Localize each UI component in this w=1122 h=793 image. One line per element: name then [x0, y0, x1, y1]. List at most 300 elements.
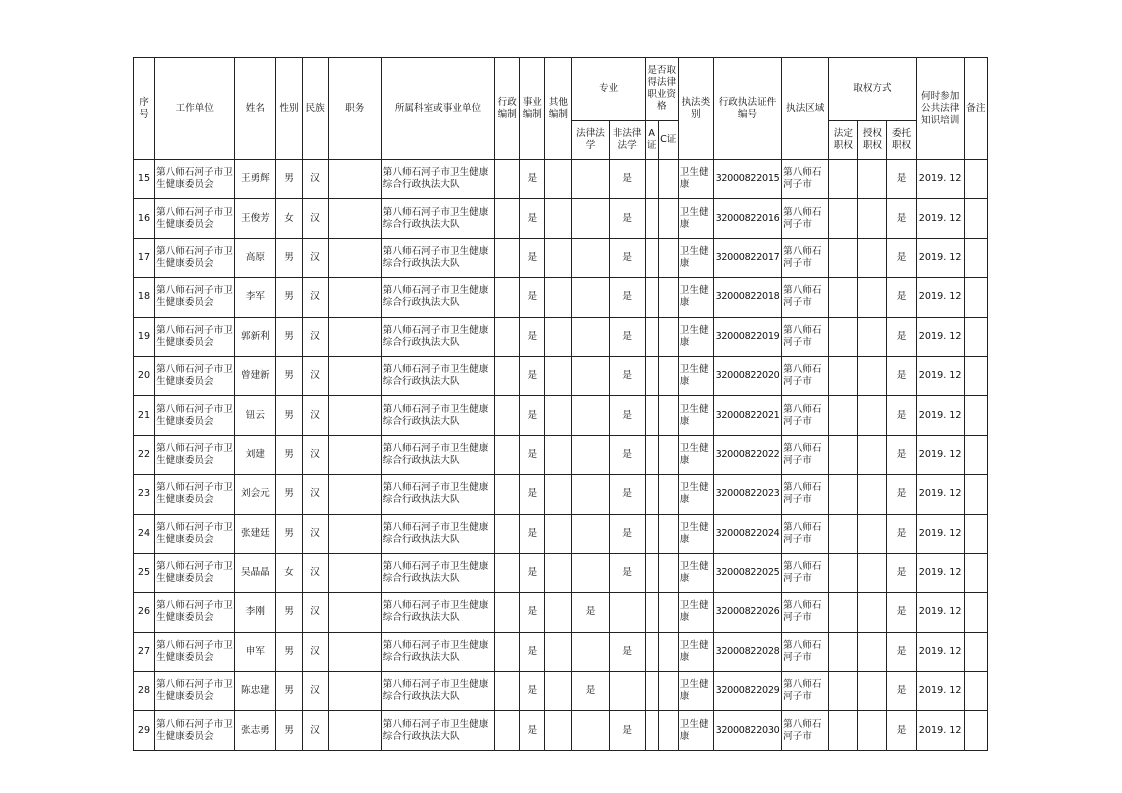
cell-name: 曾建新 — [235, 356, 276, 395]
table-row — [134, 435, 988, 474]
cell-auth-statutory — [829, 475, 858, 514]
cell-cert-a — [645, 160, 658, 199]
cell-cert-c — [658, 475, 678, 514]
cell-unit: 第八师石河子市卫生健康委员会 — [155, 475, 235, 514]
cell-unit: 第八师石河子市卫生健康委员会 — [155, 632, 235, 671]
table-row — [134, 672, 988, 711]
cell-admin — [495, 593, 520, 632]
cell-gender: 男 — [276, 278, 302, 317]
cell-auth-entrusted: 是 — [887, 672, 916, 711]
cell-training: 2019. 12 — [916, 199, 964, 238]
cell-auth-statutory — [829, 160, 858, 199]
cell-major-nonlaw: 是 — [609, 632, 645, 671]
cell-cert-no: 32000822022 — [713, 435, 781, 474]
cell-major-nonlaw: 是 — [609, 317, 645, 356]
cell-ethnicity: 汉 — [302, 396, 328, 435]
cell-training: 2019. 12 — [916, 278, 964, 317]
cell-cert-no: 32000822028 — [713, 632, 781, 671]
cell-major-law — [572, 199, 609, 238]
cell-cert-a — [645, 475, 658, 514]
cell-enforce-type: 卫生健康 — [678, 593, 713, 632]
cell-career: 是 — [520, 238, 545, 277]
header-admin: 行政编制 — [495, 58, 520, 160]
header-auth: 取权方式 — [829, 58, 916, 121]
cell-auth-granted — [858, 553, 887, 592]
cell-remarks — [964, 396, 987, 435]
header-auth-statutory: 法定职权 — [829, 121, 858, 160]
cell-ethnicity: 汉 — [302, 475, 328, 514]
cell-cert-no: 32000822019 — [713, 317, 781, 356]
cell-gender: 女 — [276, 553, 302, 592]
cell-major-law — [572, 435, 609, 474]
cell-area: 第八师石河子市 — [782, 632, 829, 671]
cell-training: 2019. 12 — [916, 238, 964, 277]
cell-admin — [495, 435, 520, 474]
header-cert: 是否取得法律职业资格 — [645, 58, 678, 121]
cell-cert-a — [645, 711, 658, 750]
cell-ethnicity: 汉 — [302, 317, 328, 356]
cell-cert-no: 32000822017 — [713, 238, 781, 277]
cell-area: 第八师石河子市 — [782, 396, 829, 435]
cell-other — [545, 238, 572, 277]
cell-remarks — [964, 278, 987, 317]
header-position: 职务 — [328, 58, 381, 160]
table-row — [134, 711, 988, 750]
cell-major-nonlaw: 是 — [609, 475, 645, 514]
cell-auth-statutory — [829, 199, 858, 238]
cell-other — [545, 672, 572, 711]
table-body — [134, 160, 988, 751]
cell-ethnicity: 汉 — [302, 435, 328, 474]
cell-career: 是 — [520, 356, 545, 395]
cell-career: 是 — [520, 672, 545, 711]
cell-auth-statutory — [829, 593, 858, 632]
cell-cert-c — [658, 238, 678, 277]
cell-auth-entrusted: 是 — [887, 553, 916, 592]
cell-name: 张志勇 — [235, 711, 276, 750]
cell-career: 是 — [520, 199, 545, 238]
cell-major-nonlaw — [609, 593, 645, 632]
cell-career: 是 — [520, 396, 545, 435]
cell-enforce-type: 卫生健康 — [678, 711, 713, 750]
cell-unit: 第八师石河子市卫生健康委员会 — [155, 435, 235, 474]
cell-auth-granted — [858, 317, 887, 356]
cell-training: 2019. 12 — [916, 160, 964, 199]
cell-major-nonlaw: 是 — [609, 199, 645, 238]
cell-auth-statutory — [829, 317, 858, 356]
cell-training: 2019. 12 — [916, 711, 964, 750]
cell-auth-statutory — [829, 396, 858, 435]
cell-enforce-type: 卫生健康 — [678, 199, 713, 238]
cell-seq: 15 — [134, 160, 155, 199]
cell-major-law — [572, 396, 609, 435]
cell-cert-no: 32000822021 — [713, 396, 781, 435]
cell-gender: 女 — [276, 199, 302, 238]
cell-area: 第八师石河子市 — [782, 553, 829, 592]
cell-other — [545, 593, 572, 632]
cell-name: 李刚 — [235, 593, 276, 632]
cell-ethnicity: 汉 — [302, 199, 328, 238]
cell-dept: 第八师石河子市卫生健康综合行政执法大队 — [381, 711, 494, 750]
cell-other — [545, 435, 572, 474]
table-row — [134, 593, 988, 632]
cell-dept: 第八师石河子市卫生健康综合行政执法大队 — [381, 278, 494, 317]
cell-admin — [495, 199, 520, 238]
cell-ethnicity: 汉 — [302, 238, 328, 277]
cell-position — [328, 238, 381, 277]
cell-enforce-type: 卫生健康 — [678, 160, 713, 199]
cell-area: 第八师石河子市 — [782, 278, 829, 317]
cell-cert-no: 32000822020 — [713, 356, 781, 395]
header-remarks: 备注 — [964, 58, 987, 160]
cell-career: 是 — [520, 278, 545, 317]
cell-career: 是 — [520, 317, 545, 356]
cell-position — [328, 553, 381, 592]
cell-ethnicity: 汉 — [302, 593, 328, 632]
cell-area: 第八师石河子市 — [782, 593, 829, 632]
cell-cert-c — [658, 435, 678, 474]
cell-dept: 第八师石河子市卫生健康综合行政执法大队 — [381, 435, 494, 474]
cell-name: 张建廷 — [235, 514, 276, 553]
cell-cert-no: 32000822018 — [713, 278, 781, 317]
cell-major-law — [572, 553, 609, 592]
cell-admin — [495, 672, 520, 711]
cell-enforce-type: 卫生健康 — [678, 356, 713, 395]
cell-cert-a — [645, 632, 658, 671]
cell-position — [328, 199, 381, 238]
cell-major-law — [572, 475, 609, 514]
cell-cert-a — [645, 672, 658, 711]
cell-major-nonlaw: 是 — [609, 396, 645, 435]
cell-gender: 男 — [276, 238, 302, 277]
cell-unit: 第八师石河子市卫生健康委员会 — [155, 553, 235, 592]
table-row — [134, 160, 988, 199]
cell-other — [545, 160, 572, 199]
cell-unit: 第八师石河子市卫生健康委员会 — [155, 396, 235, 435]
cell-remarks — [964, 238, 987, 277]
cell-other — [545, 356, 572, 395]
cell-major-law — [572, 317, 609, 356]
cell-seq: 19 — [134, 317, 155, 356]
cell-other — [545, 396, 572, 435]
cell-cert-a — [645, 435, 658, 474]
cell-remarks — [964, 672, 987, 711]
cell-admin — [495, 238, 520, 277]
header-major: 专业 — [572, 58, 645, 121]
cell-seq: 21 — [134, 396, 155, 435]
cell-area: 第八师石河子市 — [782, 711, 829, 750]
cell-position — [328, 593, 381, 632]
cell-cert-a — [645, 356, 658, 395]
cell-cert-no: 32000822023 — [713, 475, 781, 514]
table-row — [134, 396, 988, 435]
cell-cert-a — [645, 238, 658, 277]
cell-enforce-type: 卫生健康 — [678, 278, 713, 317]
table-row — [134, 238, 988, 277]
table-row — [134, 356, 988, 395]
header-auth-granted: 授权职权 — [858, 121, 887, 160]
cell-enforce-type: 卫生健康 — [678, 672, 713, 711]
cell-auth-entrusted: 是 — [887, 199, 916, 238]
cell-auth-statutory — [829, 238, 858, 277]
cell-gender: 男 — [276, 356, 302, 395]
cell-name: 郭新利 — [235, 317, 276, 356]
cell-enforce-type: 卫生健康 — [678, 396, 713, 435]
cell-gender: 男 — [276, 317, 302, 356]
header-cert-no: 行政执法证件编号 — [713, 58, 781, 160]
cell-auth-statutory — [829, 711, 858, 750]
cell-training: 2019. 12 — [916, 396, 964, 435]
cell-auth-statutory — [829, 632, 858, 671]
cell-dept: 第八师石河子市卫生健康综合行政执法大队 — [381, 317, 494, 356]
cell-dept: 第八师石河子市卫生健康综合行政执法大队 — [381, 396, 494, 435]
cell-training: 2019. 12 — [916, 632, 964, 671]
cell-position — [328, 475, 381, 514]
cell-dept: 第八师石河子市卫生健康综合行政执法大队 — [381, 238, 494, 277]
header-major-nonlaw: 非法律法学 — [609, 121, 645, 160]
cell-dept: 第八师石河子市卫生健康综合行政执法大队 — [381, 553, 494, 592]
cell-seq: 16 — [134, 199, 155, 238]
cell-area: 第八师石河子市 — [782, 514, 829, 553]
cell-ethnicity: 汉 — [302, 672, 328, 711]
cell-auth-entrusted: 是 — [887, 396, 916, 435]
cell-training: 2019. 12 — [916, 593, 964, 632]
cell-admin — [495, 711, 520, 750]
cell-area: 第八师石河子市 — [782, 238, 829, 277]
cell-major-nonlaw: 是 — [609, 553, 645, 592]
cell-unit: 第八师石河子市卫生健康委员会 — [155, 238, 235, 277]
cell-other — [545, 514, 572, 553]
cell-cert-c — [658, 396, 678, 435]
cell-name: 刘会元 — [235, 475, 276, 514]
cell-major-law: 是 — [572, 593, 609, 632]
cell-cert-no: 32000822015 — [713, 160, 781, 199]
cell-admin — [495, 160, 520, 199]
header-seq: 序号 — [134, 58, 155, 160]
cell-cert-c — [658, 632, 678, 671]
cell-auth-granted — [858, 593, 887, 632]
cell-cert-c — [658, 160, 678, 199]
cell-ethnicity: 汉 — [302, 632, 328, 671]
cell-cert-c — [658, 593, 678, 632]
cell-unit: 第八师石河子市卫生健康委员会 — [155, 593, 235, 632]
header-training: 何时参加公共法律知识培训 — [916, 58, 964, 160]
cell-auth-statutory — [829, 278, 858, 317]
cell-position — [328, 356, 381, 395]
cell-enforce-type: 卫生健康 — [678, 632, 713, 671]
header-cert-a: A证 — [645, 121, 658, 160]
cell-admin — [495, 553, 520, 592]
cell-admin — [495, 317, 520, 356]
cell-auth-entrusted: 是 — [887, 238, 916, 277]
cell-cert-c — [658, 317, 678, 356]
cell-auth-granted — [858, 475, 887, 514]
header-dept: 所属科室或事业单位 — [381, 58, 494, 160]
cell-training: 2019. 12 — [916, 672, 964, 711]
header-career: 事业编制 — [520, 58, 545, 160]
cell-enforce-type: 卫生健康 — [678, 553, 713, 592]
cell-dept: 第八师石河子市卫生健康综合行政执法大队 — [381, 672, 494, 711]
cell-unit: 第八师石河子市卫生健康委员会 — [155, 278, 235, 317]
cell-unit: 第八师石河子市卫生健康委员会 — [155, 514, 235, 553]
header-name: 姓名 — [235, 58, 276, 160]
cell-admin — [495, 475, 520, 514]
cell-dept: 第八师石河子市卫生健康综合行政执法大队 — [381, 514, 494, 553]
cell-unit: 第八师石河子市卫生健康委员会 — [155, 356, 235, 395]
cell-seq: 23 — [134, 475, 155, 514]
cell-major-nonlaw: 是 — [609, 711, 645, 750]
cell-remarks — [964, 711, 987, 750]
cell-auth-statutory — [829, 356, 858, 395]
cell-position — [328, 672, 381, 711]
cell-cert-a — [645, 396, 658, 435]
cell-position — [328, 278, 381, 317]
cell-unit: 第八师石河子市卫生健康委员会 — [155, 160, 235, 199]
cell-dept: 第八师石河子市卫生健康综合行政执法大队 — [381, 475, 494, 514]
cell-unit: 第八师石河子市卫生健康委员会 — [155, 199, 235, 238]
cell-training: 2019. 12 — [916, 356, 964, 395]
cell-major-law — [572, 632, 609, 671]
cell-major-law — [572, 278, 609, 317]
cell-auth-entrusted: 是 — [887, 278, 916, 317]
cell-cert-c — [658, 553, 678, 592]
cell-auth-granted — [858, 435, 887, 474]
cell-major-law — [572, 356, 609, 395]
cell-auth-granted — [858, 199, 887, 238]
cell-auth-statutory — [829, 672, 858, 711]
cell-unit: 第八师石河子市卫生健康委员会 — [155, 672, 235, 711]
cell-enforce-type: 卫生健康 — [678, 475, 713, 514]
cell-other — [545, 317, 572, 356]
cell-cert-no: 32000822030 — [713, 711, 781, 750]
cell-unit: 第八师石河子市卫生健康委员会 — [155, 317, 235, 356]
cell-major-law — [572, 514, 609, 553]
cell-cert-no: 32000822026 — [713, 593, 781, 632]
cell-seq: 26 — [134, 593, 155, 632]
cell-seq: 17 — [134, 238, 155, 277]
table-row — [134, 514, 988, 553]
cell-position — [328, 160, 381, 199]
cell-gender: 男 — [276, 672, 302, 711]
cell-auth-entrusted: 是 — [887, 356, 916, 395]
cell-other — [545, 632, 572, 671]
cell-other — [545, 711, 572, 750]
cell-major-law: 是 — [572, 672, 609, 711]
cell-remarks — [964, 593, 987, 632]
cell-enforce-type: 卫生健康 — [678, 238, 713, 277]
cell-career: 是 — [520, 593, 545, 632]
cell-career: 是 — [520, 475, 545, 514]
cell-career: 是 — [520, 553, 545, 592]
cell-area: 第八师石河子市 — [782, 672, 829, 711]
cell-name: 申军 — [235, 632, 276, 671]
cell-auth-statutory — [829, 514, 858, 553]
cell-gender: 男 — [276, 632, 302, 671]
cell-career: 是 — [520, 632, 545, 671]
table-row — [134, 632, 988, 671]
cell-auth-statutory — [829, 553, 858, 592]
cell-dept: 第八师石河子市卫生健康综合行政执法大队 — [381, 160, 494, 199]
cell-position — [328, 632, 381, 671]
cell-position — [328, 435, 381, 474]
cell-name: 钮云 — [235, 396, 276, 435]
cell-name: 王勇辉 — [235, 160, 276, 199]
cell-name: 李军 — [235, 278, 276, 317]
cell-cert-a — [645, 593, 658, 632]
cell-dept: 第八师石河子市卫生健康综合行政执法大队 — [381, 632, 494, 671]
cell-ethnicity: 汉 — [302, 553, 328, 592]
cell-seq: 28 — [134, 672, 155, 711]
cell-seq: 27 — [134, 632, 155, 671]
cell-major-nonlaw: 是 — [609, 278, 645, 317]
cell-cert-c — [658, 672, 678, 711]
cell-cert-no: 32000822024 — [713, 514, 781, 553]
cell-cert-a — [645, 514, 658, 553]
cell-training: 2019. 12 — [916, 435, 964, 474]
cell-other — [545, 278, 572, 317]
personnel-table — [133, 57, 988, 751]
cell-position — [328, 396, 381, 435]
cell-remarks — [964, 317, 987, 356]
cell-position — [328, 317, 381, 356]
cell-other — [545, 475, 572, 514]
cell-area: 第八师石河子市 — [782, 435, 829, 474]
cell-area: 第八师石河子市 — [782, 475, 829, 514]
cell-seq: 22 — [134, 435, 155, 474]
cell-gender: 男 — [276, 396, 302, 435]
cell-ethnicity: 汉 — [302, 278, 328, 317]
cell-auth-entrusted: 是 — [887, 514, 916, 553]
cell-major-nonlaw: 是 — [609, 160, 645, 199]
header-auth-entrusted: 委托职权 — [887, 121, 916, 160]
header-unit: 工作单位 — [155, 58, 235, 160]
cell-major-nonlaw: 是 — [609, 238, 645, 277]
cell-area: 第八师石河子市 — [782, 199, 829, 238]
cell-position — [328, 514, 381, 553]
cell-remarks — [964, 160, 987, 199]
cell-position — [328, 711, 381, 750]
cell-area: 第八师石河子市 — [782, 356, 829, 395]
cell-gender: 男 — [276, 160, 302, 199]
cell-auth-entrusted: 是 — [887, 711, 916, 750]
cell-dept: 第八师石河子市卫生健康综合行政执法大队 — [381, 199, 494, 238]
cell-name: 陈忠建 — [235, 672, 276, 711]
cell-cert-a — [645, 199, 658, 238]
cell-auth-entrusted: 是 — [887, 475, 916, 514]
cell-other — [545, 553, 572, 592]
cell-auth-entrusted: 是 — [887, 160, 916, 199]
cell-auth-statutory — [829, 435, 858, 474]
cell-remarks — [964, 553, 987, 592]
cell-enforce-type: 卫生健康 — [678, 317, 713, 356]
cell-unit: 第八师石河子市卫生健康委员会 — [155, 711, 235, 750]
cell-training: 2019. 12 — [916, 475, 964, 514]
cell-dept: 第八师石河子市卫生健康综合行政执法大队 — [381, 593, 494, 632]
cell-cert-a — [645, 278, 658, 317]
cell-seq: 24 — [134, 514, 155, 553]
cell-remarks — [964, 475, 987, 514]
header-enforce-type: 执法类别 — [678, 58, 713, 160]
cell-ethnicity: 汉 — [302, 160, 328, 199]
cell-admin — [495, 396, 520, 435]
cell-gender: 男 — [276, 711, 302, 750]
cell-gender: 男 — [276, 593, 302, 632]
cell-area: 第八师石河子市 — [782, 160, 829, 199]
cell-auth-entrusted: 是 — [887, 632, 916, 671]
cell-dept: 第八师石河子市卫生健康综合行政执法大队 — [381, 356, 494, 395]
cell-major-law — [572, 238, 609, 277]
cell-training: 2019. 12 — [916, 317, 964, 356]
